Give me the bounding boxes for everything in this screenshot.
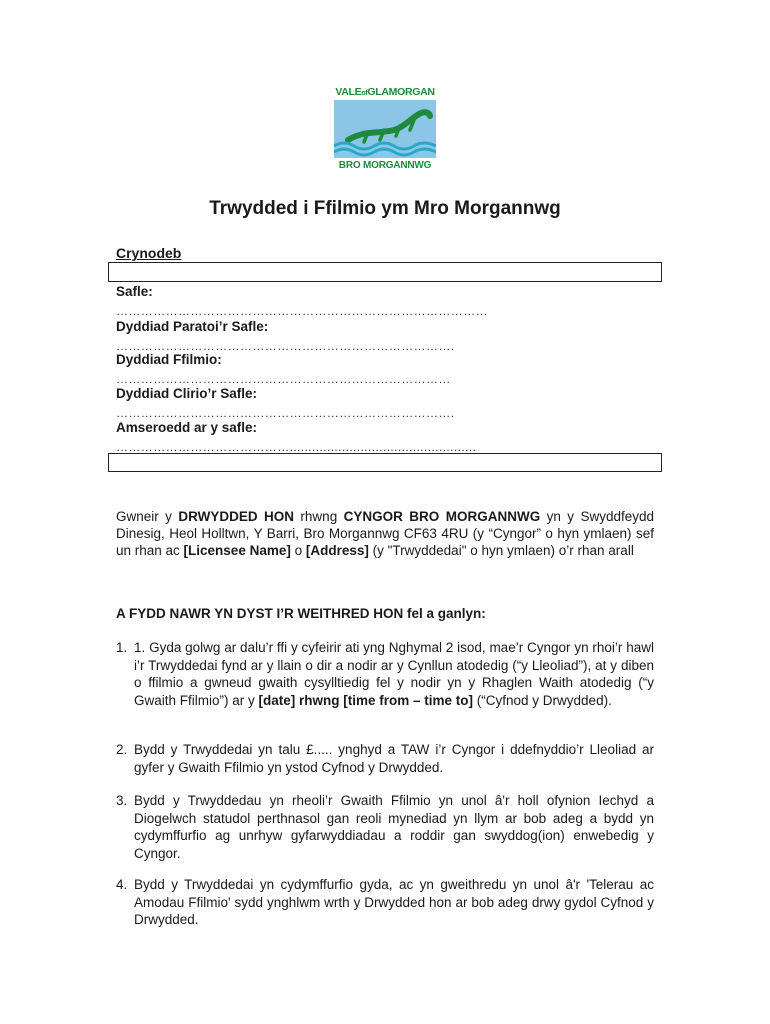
clause-number: 2. (116, 742, 128, 757)
summary-box-bottom (108, 453, 662, 472)
field-dots-clear-date: ………………………………………………………………………. (116, 406, 455, 420)
field-dots-prep-date: ………………………………………………………………………. (116, 339, 455, 353)
summary-heading: Crynodeb (116, 245, 182, 261)
field-label-filming-date: Dyddiad Ffilmio: (116, 352, 222, 367)
field-dots-site: ……………………………………………………………………………… (116, 304, 488, 318)
page-title: Trwydded i Ffilmio ym Mro Morgannwg (209, 198, 561, 219)
clause-text: Bydd y Trwyddedai yn cydymffurfio gyda, ac yn gweithredu yn unol â'r 'Telerau ac Amodau Ffilmio' sydd ynghlwm wrth y Drwydded hon ar bob adeg drwy gydol Cyfnod y Drwydded. (134, 877, 654, 927)
logo-serpent-graphic (334, 100, 436, 158)
field-label-site: Safle: (116, 284, 153, 299)
clause-2 (116, 741, 654, 776)
clause-text: Bydd y Trwyddedau yn rheoli’r Gwaith Ffilmio yn unol â'r holl ofynion Iechyd a Diogelwch statudol perthnasol gan reoli mynediad yn llym ar bob adeg a bydd yn cydymffurfio ag unrhyw gyfarwyddiadau a roddir gan swyddog(ion) enwebedig y Cyngor. (134, 793, 654, 861)
clause-number: 1. (116, 640, 128, 655)
clause-4 (116, 876, 654, 929)
clause-number: 4. (116, 877, 128, 892)
field-label-clear-date: Dyddiad Clirio’r Safle: (116, 386, 258, 401)
clause-3 (116, 792, 654, 862)
summary-box-top (108, 262, 662, 282)
clause-number: 3. (116, 793, 128, 808)
logo-top-text: VALEofGLAMORGAN (335, 86, 435, 98)
clause-1 (116, 639, 654, 709)
clause-text: Bydd y Trwyddedai yn talu £..... ynghyd a TAW i’r Cyngor i ddefnyddio’r Lleoliad ar gyfer y Gwaith Ffilmio yn ystod Cyfnod y Drwydded. (134, 742, 654, 775)
field-dots-times: …………………………………….................................................. (116, 440, 477, 454)
field-label-prep-date: Dyddiad Paratoi’r Safle: (116, 319, 269, 334)
clause-text: 1. Gyda golwg ar dalu’r ffi y cyfeirir ati yng Nghymal 2 isod, mae’r Cyngor yn rhoi’r hawl i’r Trwyddedai fynd ar y llain o dir a nodir ar y Cynllun atodedig (“y Lleoliad”), at y diben o ffilmio a gwneud gwaith cysylltiedig fel y nodir yn y Rhaglen Waith atodedig (“y Gwaith Ffilmio”) ar y [date] rhwng [time from – time to] (“Cyfnod y Drwydded). (134, 640, 654, 708)
intro-paragraph: Gwneir y DRWYDDED HON rhwng CYNGOR BRO MORGANNWG yn y Swyddfeydd Dinesig, Heol Holltwn, Y Barri, Bro Morgannwg CF63 4RU (y “Cyngor” o hyn ymlaen) sef un rhan ac [Licensee Name] o [Address] (y "Trwyddedai" o hyn ymlaen) o’r rhan arall (116, 509, 654, 558)
field-label-times: Amseroedd ar y safle: (116, 420, 258, 435)
council-logo (332, 86, 438, 176)
logo-bottom-text: BRO MORGANNWG (338, 160, 432, 171)
witness-heading: A FYDD NAWR YN DYST I’R WEITHRED HON fel a ganlyn: (116, 606, 486, 621)
field-dots-filming-date: ……………………………………………………………………… (116, 372, 451, 386)
